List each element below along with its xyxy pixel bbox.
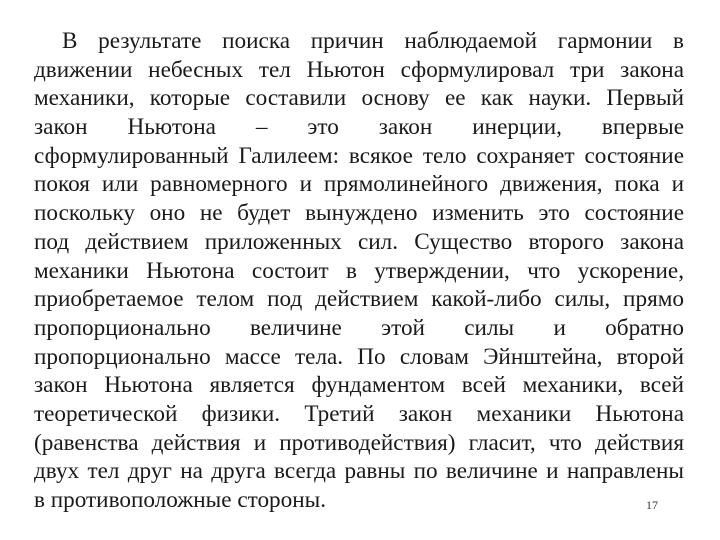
text-line: двух тел друг на друга всегда равны по величине и направлены [34,458,684,485]
text-line: механики Ньютона состоит в утверждении, что ускорение, [34,257,684,284]
body-paragraph [34,27,684,515]
text-line: закон Ньютона является фундаментом всей механики, всей [34,372,684,399]
text-line: поскольку оно не будет вынуждено изменить это состояние [34,200,684,227]
text-line: движении небесных тел Ньютон сформулировал три закона [34,56,684,83]
text-line: сформулированный Галилеем: всякое тело сохраняет состояние [34,142,684,169]
text-line: в противоположные стороны. [34,487,327,513]
text-line: пропорционально величине этой силы и обратно [34,314,684,341]
page-number: 17 [646,498,658,512]
text-line: под действием приложенных сил. Существо второго закона [34,228,684,255]
text-line: приобретаемое телом под действием какой-либо силы, прямо [34,286,684,313]
text-line: закон Ньютона – это закон инерции, впервые [34,114,684,141]
text-line: механики, которые составили основу ее как науки. Первый [34,85,684,112]
text-line: теоретической физики. Третий закон механики Ньютона [34,400,684,427]
text-line: покоя или равномерного и прямолинейного движения, пока и [34,171,684,198]
text-line: (равенства действия и противодействия) гласит, что действия [34,429,684,456]
text-line: В результате поиска причин наблюдаемой гармонии в [62,28,684,54]
text-line: пропорционально массе тела. По словам Эйнштейна, второй [34,343,684,370]
